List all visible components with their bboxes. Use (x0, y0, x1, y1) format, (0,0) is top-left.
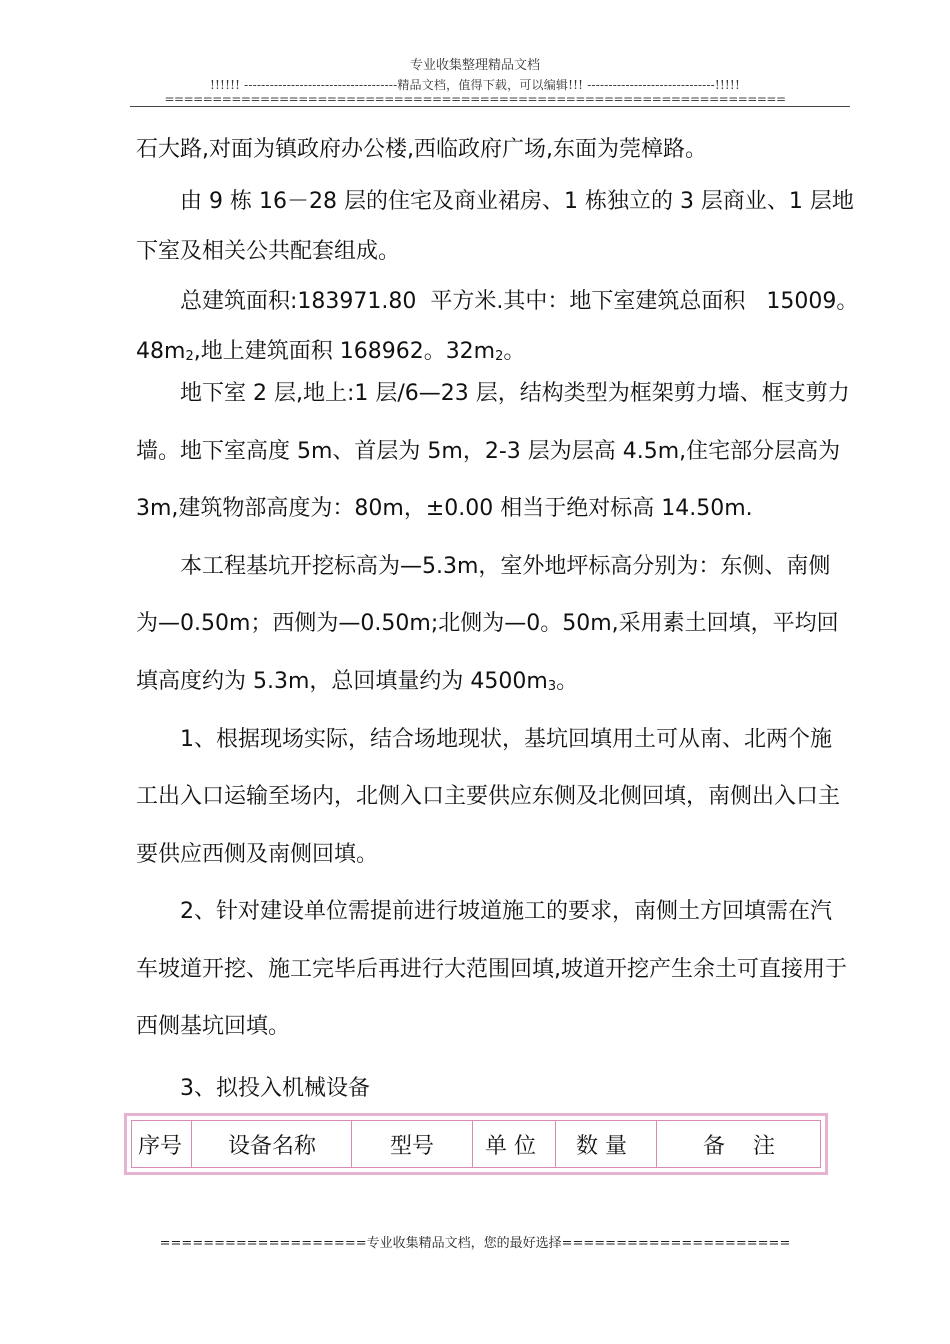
text-run: 。 (556, 669, 579, 694)
table-header-row (131, 1120, 821, 1168)
paragraph-line: 石大路,对面为镇政府办公楼,西临政府广场,东面为莞樟路。 (136, 137, 707, 162)
paragraph-line: 要供应西侧及南侧回填。 (136, 842, 379, 867)
paragraph-line: 为—0.50m；西侧为—0.50m;北侧为—0。50m,采用素土回填，平均回 (136, 611, 839, 636)
footer-banner: ===================专业收集精品文档，您的最好选择===================== (159, 1236, 791, 1251)
paragraph-line: 下室及相关公共配套组成。 (136, 239, 401, 264)
text-run: 。 (503, 339, 526, 364)
header-divider (130, 106, 850, 107)
paragraph-line: 本工程基坑开挖标高为—5.3m，室外地坪标高分别为：东侧、南侧 (180, 554, 831, 579)
paragraph-line (136, 664, 578, 695)
subscript: 2 (185, 349, 194, 364)
paragraph-line: 地下室 2 层,地上:1 层/6—23 层，结构类型为框架剪力墙、框支剪力 (180, 381, 850, 406)
col-header-model: 型号 (352, 1121, 473, 1167)
paragraph-line: 墙。地下室高度 5m、首层为 5m，2-3 层为层高 4.5m,住宅部分层高为 (136, 439, 841, 464)
paragraph-line: 2、针对建设单位需提前进行坡道施工的要求，南侧土方回填需在汽 (180, 899, 832, 924)
paragraph-line: 1、根据现场实际，结合场地现状，基坑回填用土可从南、北两个施 (180, 727, 832, 752)
subscript: 3 (547, 679, 557, 694)
paragraph-line: 西侧基坑回填。 (136, 1014, 291, 1039)
paragraph-line: 总建筑面积:183971.80 平方米.其中：地下室建筑总面积 15009。 (180, 289, 859, 314)
text-run: 48m (136, 339, 186, 364)
col-header-index: 序号 (132, 1121, 192, 1167)
section-heading: 3、拟投入机械设备 (180, 1076, 370, 1101)
col-header-quantity: 数 量 (556, 1121, 657, 1167)
paragraph-line: 3m,建筑物部高度为：80m，±0.00 相当于绝对标高 14.50m. (136, 496, 753, 521)
paragraph-line: 由 9 栋 16－28 层的住宅及商业裙房、1 栋独立的 3 层商业、1 层地 (180, 189, 854, 214)
paragraph-line: 车坡道开挖、施工完毕后再进行大范围回填,坡道开挖产生余土可直接用于 (136, 957, 847, 982)
header-rule-text: ================================================================= (164, 94, 786, 106)
col-header-remarks: 备 注 (703, 1134, 775, 1159)
equipment-table (124, 1113, 828, 1175)
col-header-unit: 单 位 (473, 1121, 556, 1167)
paragraph-line: 工出入口运输至场内，北侧入口主要供应东侧及北侧回填，南侧出入口主 (136, 784, 841, 809)
col-header-name: 设备名称 (192, 1121, 352, 1167)
paragraph-line (136, 334, 525, 365)
subscript: 2 (495, 349, 504, 364)
text-run: 填高度约为 5.3m，总回填量约为 4500m (136, 669, 548, 694)
header-banner: !!!!!! ------------------------------------精品文档，值得下载，可以编辑!!! ------------------------------!!!!! (210, 78, 740, 92)
text-run: ,地上建筑面积 168962。32m (193, 339, 496, 364)
header-title: 专业收集整理精品文档 (409, 58, 540, 73)
